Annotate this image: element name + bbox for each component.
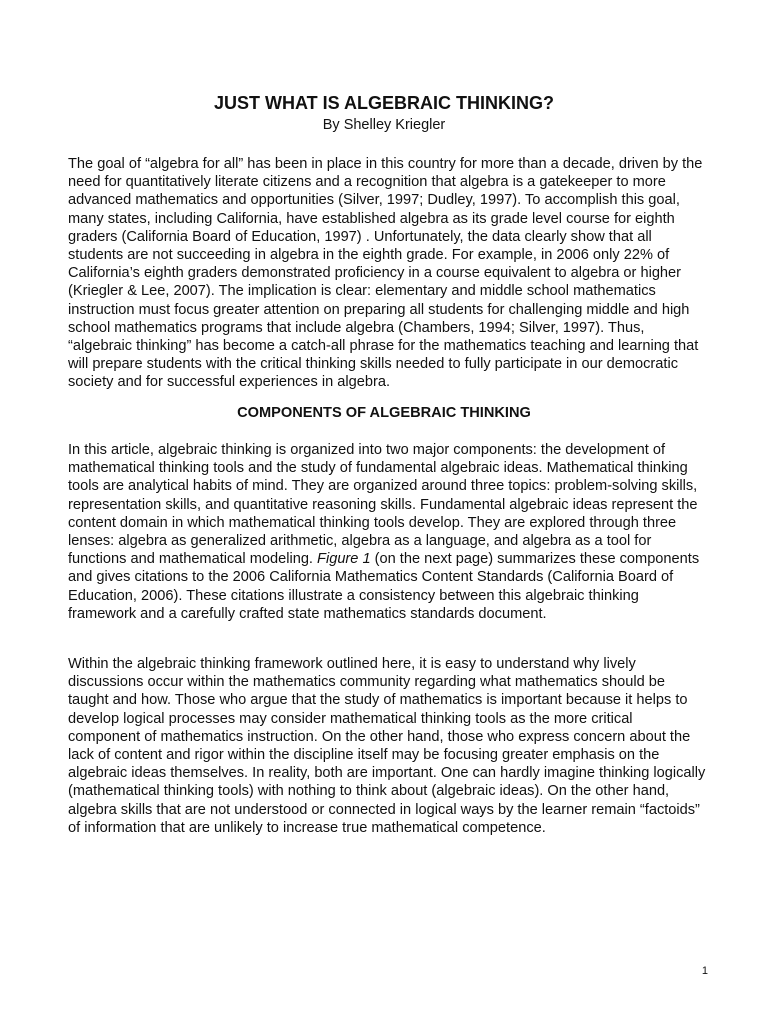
framework-paragraph: Within the algebraic thinking framework outlined here, it is easy to understand why lively discussions occur within the mathematics community regarding what mathematics should be taught and how. Those who argue that the study of mathematics is important because it helps to develop logical processes may consider mathematical thinking tools as the more critical component of mathematics instruction. On the other hand, those who express concern about the lack of content and rigor within the discipline itself may be focusing greater emphasis on the algebraic ideas themselves. In reality, both are important. One can hardly imagine thinking logically (mathematical thinking tools) with nothing to think about (algebraic ideas). On the other hand, algebra skills that are not understood or connected in logical ways by the learner remain “factoids” of information that are unlikely to increase true mathematical competence. [68,656,706,836]
components-paragraph-text-start: In this article, algebraic thinking is organized into two major components: the development of mathematical thinking tools and the study of fundamental algebraic ideas. Mathematical thinking tools are analytical habits of mind. They are organized around three topics: problem-solving skills, representation skills, and quantitative reasoning skills. Fundamental algebraic ideas represent the content domain in which mathematical thinking tools develop. They are explored through three lenses: algebra as generalized arithmetic, algebra as a language, and algebra as a tool for functions and mathematical modeling. [68,442,698,568]
figure-reference: Figure 1 [317,551,371,568]
document-title: JUST WHAT IS ALGEBRAIC THINKING? [214,93,554,113]
page-number: 1 [701,965,708,977]
section-heading: COMPONENTS OF ALGEBRAIC THINKING [237,405,531,421]
components-paragraph [68,441,708,623]
components-paragraph-text-end: (on the next page) summarizes these components and gives citations to the 2006 California Mathematics Content Standards (California Board of Education, 2006). These citations illustrate a consistency between this algebraic thinking framework and a carefully crafted state mathematics standards document. [68,551,700,622]
author-byline: By Shelley Kriegler [322,117,446,133]
intro-paragraph: The goal of “algebra for all” has been in place in this country for more than a decade, driven by the need for quantitatively literate citizens and a recognition that algebra is a gatekeeper to more advanced mathematics and opportunities (Silver, 1997; Dudley, 1997). To accomplish this goal, many states, including California, have established algebra as its grade level course for eighth graders (California Board of Education, 1997) . Unfortunately, the data clearly show that all students are not succeeding in algebra in the eighth grade. For example, in 2006 only 22% of California’s eighth graders demonstrated proficiency in a course equivalent to algebra or higher (Kriegler & Lee, 2007). The implication is clear: elementary and middle school mathematics instruction must focus greater attention on preparing all students for challenging middle and high school mathematics programs that include algebra (Chambers, 1994; Silver, 1997). Thus, “algebraic thinking” has become a catch-all phrase for the mathematics teaching and learning that will prepare students with the critical thinking skills needed to fully participate in our democratic society and for successful experiences in algebra. [68,156,703,391]
